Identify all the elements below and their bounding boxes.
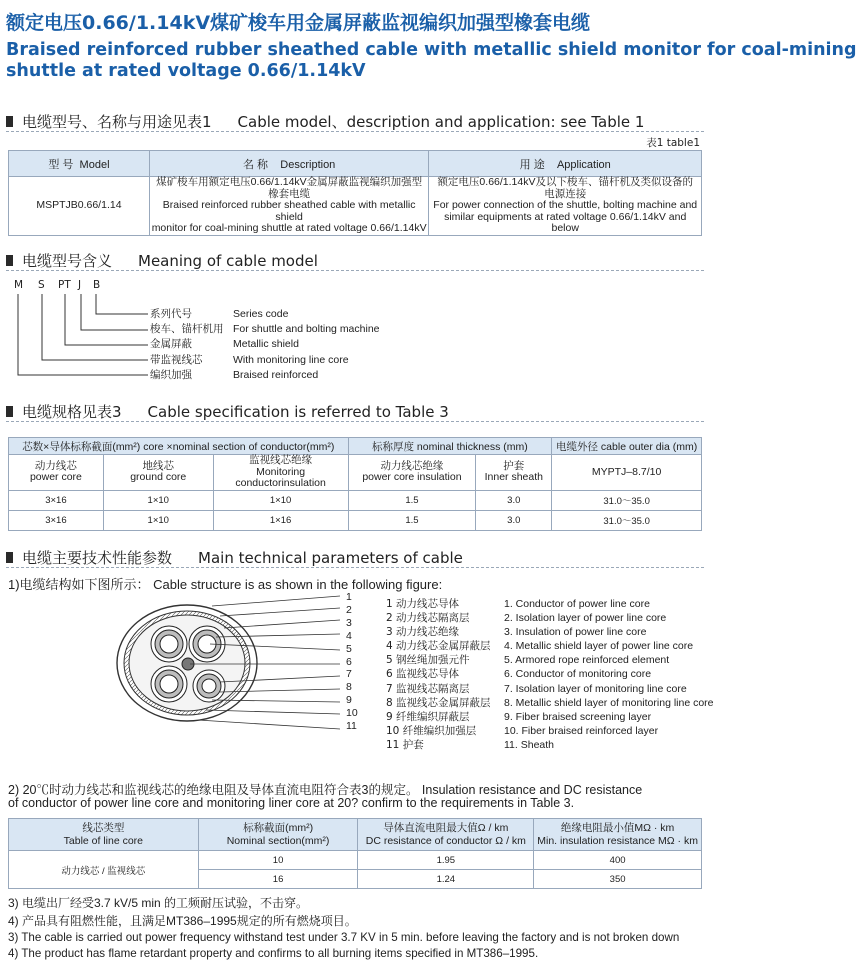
legend-en-list: 1. Conductor of power line core 2. Isolation layer of power line core 3. Insulation of power line core 4. Metallic shield layer of power line core 5. Armored rope reinforced element 6. Conductor of monitoring core 7. Isolation layer of monitoring line core 8. Metallic shield layer of monitoring line core 9. Fiber braised screening layer 10. Fiber braised reinforced layer 11. Sheath [504,598,714,751]
section-heading-params [6,547,463,568]
item2-line1: 2) 20℃时动力线芯和监视线芯的绝缘电阻及导体直流电阻符合表3的规定。 Insulation resistance and DC resistance [8,783,643,797]
cell: 3×16 [9,510,104,530]
cell: 1.95 [358,851,534,870]
model-letter-pt: PT [58,279,71,291]
page-title-en-line1: Braised reinforced rubber sheathed cable with metallic shield monitor for coal-mining [6,40,857,60]
note-4-en: 4) The product has flame retardant property and confirms to all burning items specified in MT386–1995. [8,947,539,960]
cell-application: 额定电压0.66/1.14kV及以下梭车、锚杆机及类似设备的 电源连接 For power connection of the shuttle, bolting machine and similar equipments at rated voltage 0.66/1.14kV and below [429,177,702,236]
resistance-table [8,818,702,889]
header-line-core: 线芯类型 Table of line core [9,819,199,851]
section-marker-icon [6,255,13,266]
cell: 3.0 [476,490,552,510]
structure-title: 1)电缆结构如下图所示： Cable structure is as shown in the following figure: [8,577,443,592]
note-4-cn: 4) 产品具有阻燃性能，且满足MT386–1995规定的所有燃烧项目。 [8,914,357,928]
model-letter-j: J [78,279,82,291]
subheader-inner-sheath: 护套 Inner sheath [476,455,552,491]
cell: 1.5 [348,510,476,530]
section-divider [6,270,704,271]
section-heading-en: Meaning of cable model [138,251,318,270]
cell: 1.5 [348,490,476,510]
subheader-power-core: 动力线芯 power core [9,455,104,491]
section-marker-icon [6,406,13,417]
page-title-cn: 额定电压0.66/1.14kV煤矿梭车用金属屏蔽监视编织加强型橡套电缆 [6,12,591,34]
section-heading-model [6,111,644,132]
header-core-section: 芯数×导体标称截面(mm²) core ×nominal section of conductor(mm²) [9,438,349,455]
spec-table [8,437,702,531]
model-letter-s: S [38,279,45,291]
header-insulation-resistance: 绝缘电阻最小值MΩ · km Min. insulation resistance MΩ · km [534,819,702,851]
table-row [9,177,702,236]
figure-number-labels: 1 2 3 4 5 6 7 8 9 10 11 [346,591,358,733]
section-heading-spec [6,401,449,422]
table-row [9,510,702,530]
cable-cross-section-figure [112,592,362,742]
page-title-en-line2: shuttle at rated voltage 0.66/1.14kV [6,61,366,81]
table-row [9,851,702,870]
header-application: 用 途 Application [429,151,702,177]
cell: 31.0～35.0 [552,490,702,510]
section-heading-cn: 电缆主要技术性能参数 [22,549,173,567]
header-model: 型 号 Model [9,151,150,177]
section-heading-en: Main technical parameters of cable [198,548,463,567]
subheader-monitor-insulation: 监视线芯绝缘 Monitoring conductorinsulation [213,455,348,491]
section-heading-meaning [6,250,318,271]
model-table [8,150,702,236]
section-marker-icon [6,552,13,563]
note-3-en: 3) The cable is carried out power frequency withstand test under 3.7 KV in 5 min. before leaving the factory and is not broken down [8,931,680,944]
section-divider [6,131,704,132]
cell-description: 煤矿梭车用额定电压0.66/1.14kV金属屏蔽监视编织加强型 橡套电缆 Braised reinforced rubber sheathed cable with metallic shield monitor for coal-mining shuttle at rated voltage 0.66/1.14kV [149,177,429,236]
model-letter-b: B [93,279,101,291]
cell: 350 [534,870,702,889]
cell: 1×10 [213,490,348,510]
cell-model: MSPTJB0.66/1.14 [9,177,150,236]
header-nominal-section: 标称截面(mm²) Nominal section(mm²) [198,819,358,851]
cell: 1.24 [358,870,534,889]
cell: 3×16 [9,490,104,510]
cell-core-type: 动力线芯 / 监视线芯 [9,851,199,889]
cell: 10 [198,851,358,870]
section-heading-cn: 电缆规格见表3 [22,403,122,421]
legend-cn-list: 1 动力线芯导体 2 动力线芯隔离层 3 动力线芯绝缘 4 动力线芯金属屏蔽层 5 钢丝绳加强元件 6 监视线芯导体 7 监视线芯隔离层 8 监视线芯金属屏蔽层 9 纤维编织屏蔽层 10 纤维编织加强层 11 护套 [386,598,491,751]
header-description: 名 称 Description [149,151,429,177]
cell: 16 [198,870,358,889]
section-heading-en: Cable model、description and application: see Table 1 [237,113,645,131]
header-thickness: 标称厚度 nominal thickness (mm) [348,438,552,455]
cell: 31.0～35.0 [552,510,702,530]
subheader-type: MYPTJ–8.7/10 [552,455,702,491]
cell: 3.0 [476,510,552,530]
cell: 1×10 [103,510,213,530]
cell: 1×10 [103,490,213,510]
table-ref-label: 表1 table1 [646,137,700,149]
model-meaning-cn-list: 系列代号 梭车、锚杆机用 金属屏蔽 带监视线芯 编织加强 [150,308,224,381]
subheader-power-insulation: 动力线芯绝缘 power core insulation [348,455,476,491]
item2-line2: of conductor of power line core and monitoring liner core at 20? confirm to the requirements in Table 3. [8,796,575,810]
section-heading-en: Cable specification is referred to Table 3 [147,402,449,421]
table-row [9,490,702,510]
model-letter-m: M [14,279,24,291]
cell: 400 [534,851,702,870]
section-heading-cn: 电缆型号含义 [22,252,113,270]
section-marker-icon [6,116,13,127]
header-outer-dia: 电缆外径 cable outer dia (mm) [552,438,702,455]
section-divider [6,567,704,568]
section-divider [6,421,704,422]
header-dc-resistance: 导体直流电阻最大值Ω / km DC resistance of conductor Ω / km [358,819,534,851]
model-meaning-en-list: Series code For shuttle and bolting machine Metallic shield With monitoring line core Braised reinforced [233,308,380,381]
note-3-cn: 3) 电缆出厂经受3.7 kV/5 min 的工频耐压试验，不击穿。 [8,896,309,910]
section-heading-cn: 电缆型号、名称与用途见表1 [22,113,212,131]
subheader-ground-core: 地线芯 ground core [103,455,213,491]
cell: 1×16 [213,510,348,530]
